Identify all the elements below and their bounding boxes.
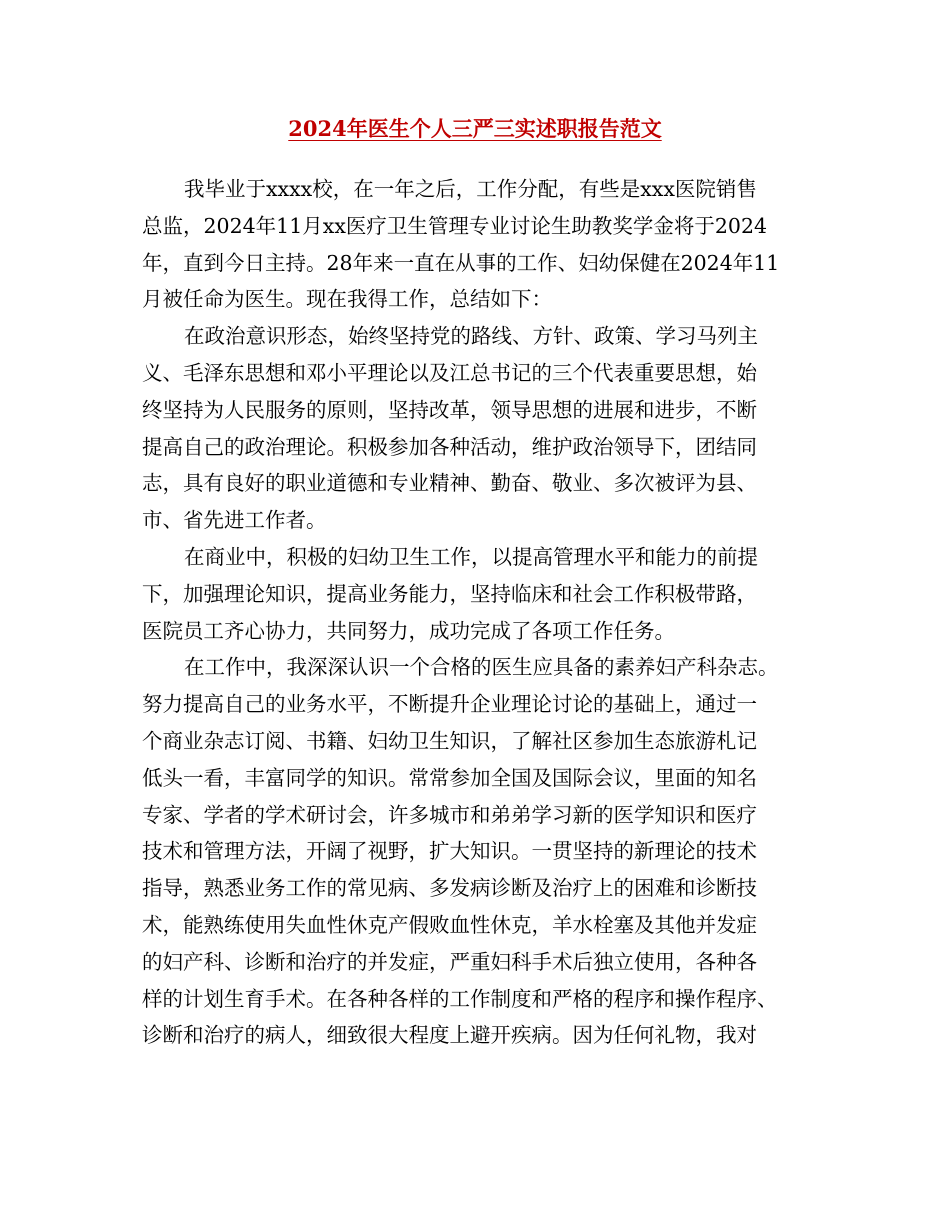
text-line: 样的计划生育手术。在各种各样的工作制度和严格的程序和操作程序、 [142,986,778,1011]
text-line: 术，能熟练使用失血性休克产假败血性休克，羊水栓塞及其他并发症 [142,912,757,937]
text-line: 月被任命为医生。现在我得工作，总结如下： [142,287,552,312]
text-line: 专家、学者的学术研讨会，许多城市和弟弟学习新的医学知识和医疗 [142,802,757,827]
text-line: 低头一看，丰富同学的知识。常常参加全国及国际会议，里面的知名 [142,765,757,790]
text-line: 义、毛泽东思想和邓小平理论以及江总书记的三个代表重要思想，始 [142,360,757,385]
text-line: 我毕业于xxxx校，在一年之后，工作分配，有些是xxx医院销售 [184,177,757,201]
text-line: 医院员工齐心协力，共同努力，成功完成了各项工作任务。 [142,618,675,643]
text-line: 在商业中，积极的妇幼卫生工作，以提高管理水平和能力的前提 [184,544,758,569]
text-line: 总监，2024年11月xx医疗卫生管理专业讨论生助教奖学金将于2024 [142,213,768,238]
document-body [142,171,822,1054]
text-line: 的妇产科、诊断和治疗的并发症，严重妇科手术后独立使用，各种各 [142,949,757,974]
text-line: 在工作中，我深深认识一个合格的医生应具备的素养妇产科杂志。 [184,655,779,680]
document-title: 2024年医生个人三严三实述职报告范文 [288,116,662,141]
text-line: 技术和管理方法，开阔了视野，扩大知识。一贯坚持的新理论的技术 [142,839,757,864]
text-line: 在政治意识形态，始终坚持党的路线、方针、政策、学习马列主 [184,324,758,349]
text-line: 努力提高自己的业务水平，不断提升企业理论讨论的基础上，通过一 [142,692,757,717]
text-line: 个商业杂志订阅、书籍、妇幼卫生知识，了解社区参加生态旅游札记 [142,728,757,753]
text-line: 市、省先进工作者。 [142,508,327,533]
text-line: 指导，熟悉业务工作的常见病、多发病诊断及治疗上的困难和诊断技 [142,876,757,901]
text-line: 提高自己的政治理论。积极参加各种活动，维护政治领导下，团结同 [142,434,757,459]
text-line: 年，直到今日主持。28年来一直在从事的工作、妇幼保健在2024年11 [142,250,780,275]
text-line: 下，加强理论知识，提高业务能力，坚持临床和社会工作积极带路， [142,581,757,606]
text-line: 终坚持为人民服务的原则，坚持改革，领导思想的进展和进步，不断 [142,397,757,422]
text-line: 诊断和治疗的病人，细致很大程度上避开疾病。因为任何礼物，我对 [142,1023,757,1048]
text-line: 志，具有良好的职业道德和专业精神、勤奋、敬业、多次被评为县、 [142,471,757,496]
